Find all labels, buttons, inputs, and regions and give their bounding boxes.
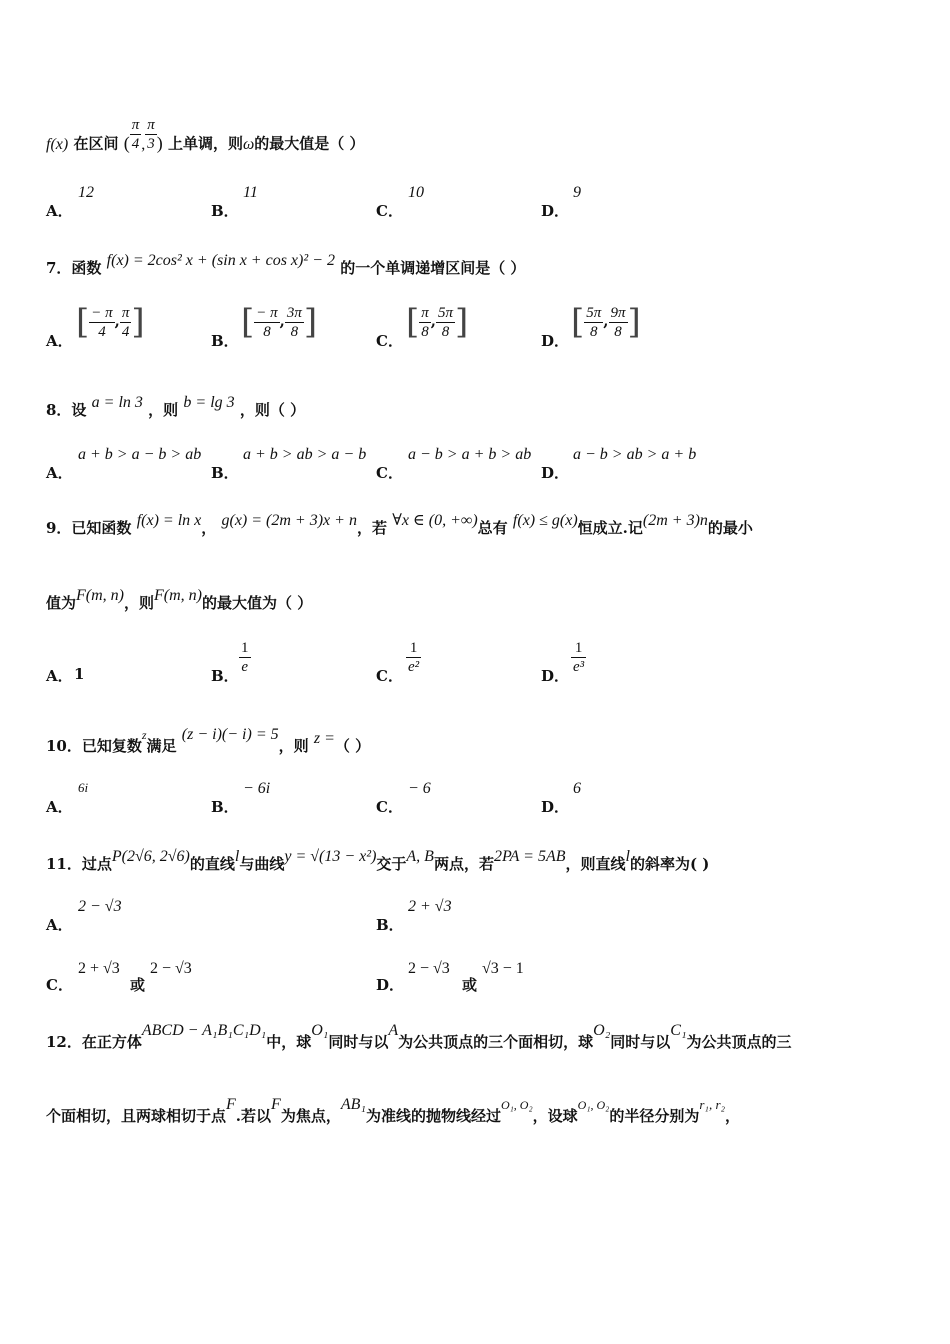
q10-eq: (z − i)(− i) = 5 (181, 726, 279, 743)
q12-radii: r₁, r₂ (699, 1097, 726, 1112)
q11-text-b: 的直线 (189, 855, 235, 873)
q12-stem-line1 (46, 1022, 910, 1053)
q11-ratio: 2PA = 5AB (493, 848, 566, 865)
q6-text-c: 的最大值是（ ） (254, 134, 365, 153)
q9-text-a: 9．已知函数 (46, 519, 132, 537)
q12-line2-g: ， (725, 1107, 741, 1125)
q6-text-a: 在区间 (73, 134, 119, 153)
q10-z: z (141, 728, 147, 742)
q11-text-d: 交于 (376, 855, 407, 873)
q6-interval-frac1: $\frac{\pi}{4}$ (131, 117, 140, 152)
q7-text-b: 的一个单调递增区间是（ ） (340, 259, 526, 277)
q10-text-d: （ ） (334, 737, 371, 755)
q9-g-def: g(x) = (2m + 3)x + n (221, 512, 357, 529)
q11-point: P(2√6, 2√6) (111, 848, 190, 865)
q9-f-def: f(x) = ln x (136, 512, 202, 529)
q9-line2-c: 的最大值为（ ） (202, 594, 313, 612)
q12-text-b: 中，球 (266, 1033, 312, 1051)
q12-O1O2-a: O₁, O₂ (500, 1098, 533, 1112)
q12-text-a: 12．在正方体 (46, 1033, 142, 1051)
q12-line2-d: 为准线的抛物线经过 (365, 1107, 501, 1125)
q6-omega: ω (242, 135, 255, 153)
q10-stem (46, 726, 910, 757)
q12-AB1: AB₁ (340, 1096, 366, 1113)
q9-ineq: f(x) ≤ g(x) (512, 512, 578, 529)
q9-line2-a: 值为 (46, 594, 77, 612)
q12-O2: O₂ (593, 1022, 611, 1039)
q11-text-e: 两点，若 (433, 855, 494, 873)
q8-text-b: ，则 (148, 401, 179, 419)
q9-text-d: 恒成立.记 (577, 519, 643, 537)
q11-stem (46, 848, 910, 875)
q9-F2: F(m, n) (154, 587, 202, 604)
q9-text-e: 的最小 (707, 519, 753, 537)
q8-a-def: a = ln 3 (91, 394, 143, 411)
q9-stem-line2 (46, 587, 910, 614)
q10-text-b: 满足 (146, 737, 177, 755)
q9-expr: (2m + 3)n (642, 512, 708, 529)
q7-stem (46, 252, 910, 279)
exam-page: f(x) 在区间 ( $\frac{\pi}{4}$ , $\frac{\pi}{3}$ ) 上单调，则ω的最大值是（ ） A． 12 B． 11 C． 10 D． 9 7．函数 f(x) = 2cos² x + (sin x + cos x)² − 2 的一个单调递增区间是（ ） A． [ $\frac{- \pi}{4}$ , $\frac{\pi}{4}$ ] B． [ $\frac{- \pi}{8}$ , $\frac{3\pi}{8}$ ] C． [ $\frac{\pi}{8}$ , $\frac{5\pi}{8}$ ] D． [ $\frac{5\pi}{8}$ , $\frac{9\pi}{8}$ ] 8．设 a = ln 3 ，则 b = lg 3 ，则（ ） A． a + b > a − b > ab B． a + b > ab > a − b C． a − b > a + b > ab D． a − b > ab > a + b 9．已知函数 f(x) = ln x， g(x) = (2m + 3)x + n，若 ∀x ∈ (0, +∞)总有 f(x) ≤ g(x)恒成立.记(2m + 3)n的最小 值为F(m, n)，则F(m, n)的最大值为（ ） A． 1 B． $\frac{1}{e}$ C． $\frac{1}{\text{e²}}$ D． $\frac{1}{\text{e³}}$ 10．已知复数$^z$满足 (z − i)(− i) = 5，则 z =（ ） A． 6i B． − 6i C． − 6 D． 6 11．过点P(2√6, 2√6)的直线l与曲线y = √(13 − x²)交于A, B两点，若2PA = 5AB，则直线l的斜率为( ) A． 2 − √3 B． 2 + √3 C． 2 + √3 或 2 − √3 D． 2 − √3 或 √3 − 1 12．在正方体ABCD − A₁B₁C₁D₁中，球O₁同时与以A为公共顶点的三个面相切，球O₂同时与以C₁为公共顶点的三 个面相切，且两球相切于点F.若以F为焦点，AB₁为准线的抛物线经过$^{O_1, O_2}$，设球$^{O_1, O_2}$的半径分别为r₁, r₂， (0, 0, 950, 1344)
q9-line2-b: ，则 (124, 594, 155, 612)
q10-text-c: ，则 (278, 737, 309, 755)
q12-O1: O₁ (311, 1022, 329, 1039)
q8-b-def: b = lg 3 (183, 394, 235, 411)
q10-zeq: z = (313, 730, 335, 747)
q12-line2-a: 个面相切，且两球相切于点 (46, 1107, 227, 1125)
q6-interval-frac2: $\frac{\pi}{3}$ (147, 117, 155, 152)
q12-C1: C₁ (670, 1022, 687, 1039)
q9-text-c: 总有 (477, 519, 508, 537)
q11-text-c: 与曲线 (239, 855, 285, 873)
q6-fx: f(x) (46, 135, 69, 153)
q12-text-f: 为公共顶点的三 (686, 1033, 792, 1051)
q12-O1O2-b: O₁, O₂ (577, 1098, 610, 1112)
q12-line2-e: ，设球 (532, 1107, 578, 1125)
q11-text-f: ，则直线 (565, 855, 626, 873)
q12-line2-f: 的半径分别为 (609, 1107, 700, 1125)
q12-line2-c: 为焦点， (280, 1107, 341, 1125)
q11-text-g: 的斜率为( ) (629, 855, 710, 873)
q12-text-c: 同时与以 (328, 1033, 389, 1051)
q7-formula: f(x) = 2cos² x + (sin x + cos x)² − 2 (106, 252, 335, 269)
q11-l1: l (234, 848, 240, 865)
q8-text-c: ，则（ ） (239, 401, 306, 419)
q9-stem-line1 (46, 512, 910, 539)
q8-stem (46, 394, 910, 421)
q9-forall: ∀x ∈ (0, +∞) (392, 512, 478, 529)
q12-stem-line2 (46, 1096, 910, 1127)
q9-F1: F(m, n) (76, 587, 124, 604)
q12-text-d: 为公共顶点的三个面相切，球 (398, 1033, 594, 1051)
q12-F: F (226, 1096, 236, 1113)
q9-comma: ， (201, 519, 217, 537)
q12-text-e: 同时与以 (610, 1033, 671, 1051)
q6-stem: f(x) 在区间 ( $\frac{\pi}{4}$ , $\frac{\pi}{3}$ ) 上单调，则ω的最大值是（ ） (46, 117, 365, 153)
q12-A: A (388, 1022, 399, 1039)
q12-cube: ABCD − A₁B₁C₁D₁ (141, 1022, 267, 1039)
q11-curve: y = √(13 − x²) (284, 848, 377, 865)
q12-line2-b: .若以 (235, 1107, 272, 1125)
q8-text-a: 8．设 (46, 401, 87, 419)
q7-text-a: 7．函数 (46, 259, 102, 277)
q11-text-a: 11．过点 (46, 855, 112, 873)
q9-text-b: ，若 (356, 519, 387, 537)
q12-F2: F (271, 1096, 281, 1113)
q11-AB: A, B (406, 848, 434, 865)
q10-text-a: 10．已知复数 (46, 737, 142, 755)
q6-text-b: 上单调，则 (167, 134, 243, 153)
q11-l2: l (625, 848, 630, 865)
